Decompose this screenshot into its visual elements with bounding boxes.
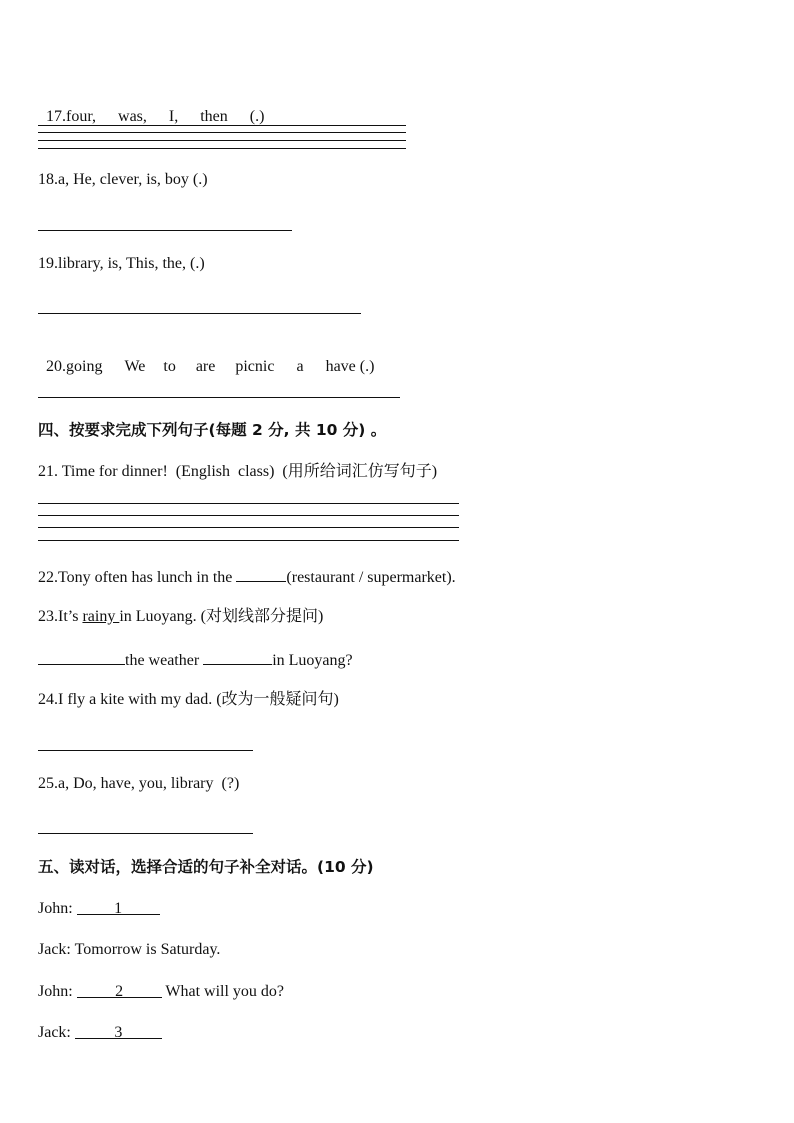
question-text: (restaurant / supermarket). bbox=[286, 569, 456, 586]
dialogue-line bbox=[38, 1023, 162, 1043]
word: then bbox=[200, 108, 228, 125]
answer-line bbox=[38, 833, 253, 834]
underlined-word: rainy bbox=[82, 608, 120, 625]
speaker-label: John: bbox=[38, 983, 77, 1000]
blank-number: 2 bbox=[115, 983, 124, 1000]
fill-blank[interactable] bbox=[38, 649, 125, 665]
answer-line bbox=[38, 515, 459, 516]
word: We bbox=[124, 358, 146, 375]
question-number: 20. bbox=[46, 358, 66, 375]
answer-line bbox=[38, 750, 253, 751]
answer-line bbox=[38, 148, 406, 149]
word: picnic bbox=[235, 358, 275, 375]
question-text: 23.It’s bbox=[38, 608, 83, 625]
speaker-label: Jack: bbox=[38, 1024, 75, 1041]
question-19: 19.library, is, This, the, (.) bbox=[38, 255, 205, 272]
answer-line bbox=[38, 132, 406, 133]
fill-blank[interactable] bbox=[77, 982, 162, 998]
question-text: 22.Tony often has lunch in the bbox=[38, 569, 237, 586]
question-text: in Luoyang? bbox=[272, 652, 353, 669]
fill-blank[interactable] bbox=[236, 566, 286, 582]
question-18: 18.a, He, clever, is, boy (.) bbox=[38, 171, 208, 188]
question-number: 17. bbox=[46, 108, 66, 125]
word: to bbox=[163, 358, 176, 375]
fill-blank[interactable] bbox=[75, 1023, 162, 1039]
answer-line bbox=[38, 230, 292, 231]
speaker-label: Jack: bbox=[38, 941, 75, 958]
blank-number: 1 bbox=[114, 900, 123, 917]
word: are bbox=[195, 358, 216, 375]
question-20 bbox=[38, 337, 374, 377]
answer-line bbox=[38, 313, 361, 314]
answer-line bbox=[38, 140, 406, 141]
section-4-title: 四、按要求完成下列句子(每题 2 分, 共 10 分) 。 bbox=[38, 421, 387, 439]
word: I, bbox=[168, 108, 179, 125]
dialogue-text: What will you do? bbox=[161, 983, 285, 1000]
question-22 bbox=[38, 566, 456, 588]
answer-line bbox=[38, 397, 400, 398]
word: going bbox=[66, 358, 103, 375]
dialogue-line bbox=[38, 899, 160, 919]
question-text: the weather bbox=[125, 652, 204, 669]
dialogue-line bbox=[38, 982, 284, 1002]
word: was, bbox=[118, 108, 147, 125]
section-5-title: 五、读对话，选择合适的句子补全对话。(10 分) bbox=[38, 858, 374, 876]
word: a bbox=[296, 358, 304, 375]
dialogue-text: Tomorrow is Saturday. bbox=[74, 941, 221, 958]
speaker-label: John: bbox=[38, 900, 77, 917]
question-text: in Luoyang. (对划线部分提问) bbox=[119, 608, 324, 625]
question-23-answer bbox=[38, 649, 353, 671]
answer-line bbox=[38, 503, 459, 504]
fill-blank[interactable] bbox=[77, 899, 160, 915]
question-17 bbox=[38, 87, 264, 127]
word: have (.) bbox=[325, 358, 375, 375]
question-21: 21. Time for dinner! (English class) (用所给词汇仿写句子) bbox=[38, 463, 438, 480]
answer-line bbox=[38, 527, 459, 528]
dialogue-line bbox=[38, 940, 220, 960]
answer-line bbox=[38, 125, 406, 126]
word: four, bbox=[66, 108, 97, 125]
fill-blank[interactable] bbox=[203, 649, 272, 665]
answer-line bbox=[38, 540, 459, 541]
question-24: 24.I fly a kite with my dad. (改为一般疑问句) bbox=[38, 691, 339, 708]
question-23 bbox=[38, 607, 323, 627]
word: (.) bbox=[249, 108, 265, 125]
question-25: 25.a, Do, have, you, library (?) bbox=[38, 775, 240, 792]
blank-number: 3 bbox=[114, 1024, 123, 1041]
